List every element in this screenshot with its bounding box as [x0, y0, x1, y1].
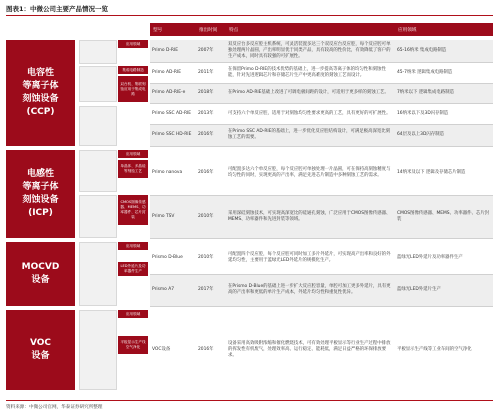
cell-application: 蓝绿光LED外延片生产: [397, 287, 441, 292]
cell-model: VOC设备: [152, 347, 171, 352]
cell-model: Primo nanova: [152, 169, 183, 175]
row-divider: [150, 146, 493, 147]
cell-application: 平板显示生产线等工业车间的空气净化: [397, 347, 472, 352]
caption-label: CMOS图像传感器、MEMS、功率器件、芯片封装: [118, 195, 148, 225]
caption-label: 平板显示生产线空气净化: [118, 336, 148, 354]
cell-year: 2007年: [198, 48, 214, 53]
cell-application: CMOS图像传感器、MEMS、功率器件、芯片封装: [397, 210, 490, 222]
header-feature: 特点: [226, 23, 395, 36]
equipment-image: [79, 40, 117, 64]
cell-application: 16纳米以下及3D闪存制造: [397, 110, 449, 116]
cell-model: Prismo A7: [152, 287, 175, 292]
caption-label: 双台机、集联刻蚀应用于集成电路: [118, 76, 148, 102]
equipment-image: [79, 66, 117, 102]
cell-application: 45-7纳米 逻辑集成电路制造: [397, 69, 453, 75]
cell-feature: 在保留Primo D-RIE的技术优势的基础上，进一步提高等离子体的均匀性和刻蚀性能，针对先进逻辑芯片和存储芯片生产中更高难度的刻蚀工艺而设计。: [228, 66, 386, 78]
cell-feature: 双反应台多反应腔主机系统，可灵活装置多达三个双反应台反应腔，每个反应腔可单独处理两片晶圆，产出率明显优于同类产品，具有较高的性价比，有效降低了客户的生产成本，同时具有较强的可扩展性。: [228, 42, 391, 59]
equipment-image: [79, 106, 117, 146]
equipment-image: [79, 150, 117, 192]
cell-feature: 设备采用高效吸附浓缩和催化燃烧技术，可有效处理平板显示等行业生产过程中排放的挥发性有机废气，处理效率高、运行稳定、能耗低，满足日益严格的环保排放要求。: [228, 341, 391, 358]
cell-application: 65-16纳米 集成电路制造: [397, 48, 447, 53]
cell-model: Primo SSC HD-RIE: [152, 132, 192, 137]
cell-model: Primo TSV: [152, 213, 175, 219]
category-voc: VOC 设备: [6, 310, 75, 390]
equipment-image: [79, 242, 117, 306]
caption-label: 应用领域: [118, 310, 148, 318]
cell-year: 2016年: [198, 169, 214, 175]
cell-year: 2010年: [198, 213, 214, 219]
cell-year: 2013年: [198, 110, 214, 116]
cell-application: 14纳米及以下 逻辑及存储芯片制造: [397, 169, 466, 175]
row-divider: [150, 306, 493, 307]
cell-model: Primo D-RIE: [152, 48, 179, 53]
cell-application: 蓝绿光LED外延片及功率器件生产: [397, 255, 463, 260]
cell-feature: 在Primo AD-RIE基础上改进了可调电极间距的设计，可适用于更多样的刻蚀工艺。: [228, 90, 389, 95]
cell-year: 2016年: [198, 132, 214, 137]
caption-label: 应用领域: [118, 242, 148, 250]
cell-year: 2010年: [198, 255, 214, 260]
header-year: 推出时间: [196, 23, 226, 36]
cell-feature: 可配置多达六个单反应腔，每个反应腔可单独处理一片晶圆，可在保持高刻蚀精度与均匀性的同时，实现更高的产出率，满足先进芯片制造中多种刻蚀工艺的需求。: [228, 166, 391, 178]
header-application: 应用领域: [395, 23, 493, 36]
header-model: 型号: [150, 23, 196, 36]
caption-label: 集成电路制造: [118, 66, 148, 74]
cell-feature: 可支持六个单反应腔，适用于对刻蚀均匀性要求更高的工艺，具有更好的可扩展性。: [228, 110, 391, 116]
title-divider: [6, 15, 493, 16]
cell-model: Primo SSC AD-RIE: [152, 110, 192, 116]
cell-application: 64层及以上3D闪存制造: [397, 132, 444, 137]
caption-label: LED外延片及功率器件生产: [118, 262, 148, 276]
caption-label: 应用领域: [118, 40, 148, 48]
cell-year: 2017年: [198, 287, 214, 292]
cell-year: 2011年: [198, 69, 214, 75]
equipment-image: [79, 195, 117, 238]
cell-application: 7纳米以下 逻辑集成电路制造: [397, 90, 454, 95]
equipment-image: [79, 310, 117, 390]
page-title: 图表1：中微公司主要产品情况一览: [6, 5, 109, 13]
cell-model: Primo AD-RIE-e: [152, 90, 186, 95]
cell-model: Prismo D-Blue: [152, 255, 183, 260]
cell-feature: 可配置四个反应腔，每个反应腔可同时加工多片外延片，可实现高产出率和良好的外延均匀性，主要用于蓝绿光LED外延片的规模化生产。: [228, 252, 391, 263]
cell-year: 2018年: [198, 90, 214, 95]
caption-label: 应用领域: [118, 150, 148, 158]
source-note: 资料来源：中微公司官网，华泰证券研究所整理: [6, 405, 103, 410]
category-ccp: 电容性 等离子体 刻蚀设备 (CCP): [6, 40, 75, 146]
category-mocvd: MOCVD 设备: [6, 242, 75, 306]
footer-divider: [6, 400, 493, 401]
cell-feature: 在Prismo D-Blue的基础上进一步扩大反应腔容量，单腔可加工更多外延片，具有更高的产出率和更低的单片生产成本，外延片均匀性和重复性优异。: [228, 284, 391, 295]
cell-model: Primo AD-RIE: [152, 69, 182, 75]
category-icp: 电感性 等离子体 刻蚀设备 (ICP): [6, 150, 75, 238]
row-divider: [150, 238, 493, 239]
cell-year: 2016年: [198, 347, 214, 352]
cell-feature: 在Primo SSC AD-RIE的基础上，进一步优化反应腔结构设计，可满足极高深宽比刻蚀工艺的需要。: [228, 129, 391, 140]
caption-label: 单晶体、多晶硅等刻蚀工艺: [118, 160, 148, 178]
cell-feature: 采用深硅刻蚀技术，可实现高深宽比的硅通孔刻蚀，广泛应用于CMOS图像传感器、MEMS、功率器件和先进封装等领域。: [228, 210, 391, 222]
